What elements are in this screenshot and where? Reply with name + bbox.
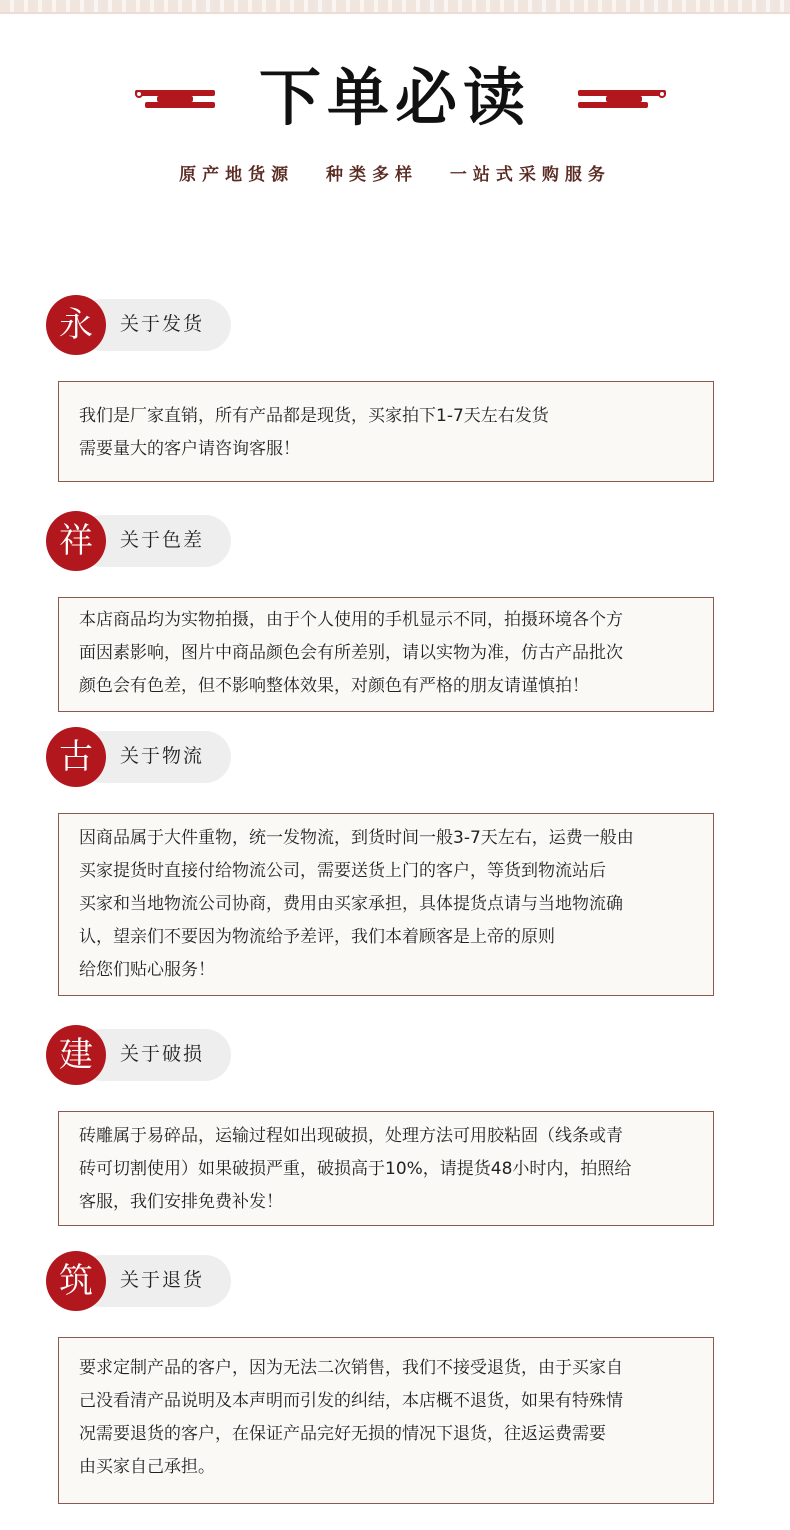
subtitle-part: 种类多样 [326, 165, 418, 185]
subtitle [0, 160, 790, 185]
section-header-shipping [46, 295, 236, 355]
section-body-shipping: 我们是厂家直销，所有产品都是现货，买家拍下1-7天左右发货 需要量大的客户请咨询客服！ [58, 381, 714, 482]
top-decorative-border [0, 0, 790, 14]
section-body-returns: 要求定制产品的客户，因为无法二次销售，我们不接受退货，由于买家自 己没看清产品说明及本声明而引发的纠结，本店概不退货，如果有特殊情 况需要退货的客户，在保证产品完好无损的情况下退货，往返运费需要 由买家自己承担。 [58, 1337, 714, 1504]
section-header-color [46, 511, 236, 571]
section-title: 关于退货 [120, 1269, 205, 1291]
section-title: 关于物流 [120, 745, 205, 767]
section-body-color: 本店商品均为实物拍摄，由于个人使用的手机显示不同，拍摄环境各个方 面因素影响，图片中商品颜色会有所差别，请以实物为准，仿古产品批次 颜色会有色差，但不影响整体效果，对颜色有严格的朋友请谨慎拍！ [58, 597, 714, 712]
section-badge: 建 [46, 1025, 106, 1085]
section-header-logistics [46, 727, 236, 787]
section-body-damage: 砖雕属于易碎品，运输过程如出现破损，处理方法可用胶粘固（线条或青 砖可切割使用）如果破损严重，破损高于10%，请提货48小时内，拍照给 客服，我们安排免费补发！ [58, 1111, 714, 1226]
subtitle-part: 原产地货源 [179, 165, 295, 185]
section-header-damage [46, 1025, 236, 1085]
subtitle-part: 一站式采购服务 [449, 165, 611, 185]
page-title: 下单必读 [258, 61, 531, 134]
section-badge: 祥 [46, 511, 106, 571]
section-badge: 古 [46, 727, 106, 787]
section-title: 关于发货 [120, 313, 205, 335]
section-title: 关于色差 [120, 529, 205, 551]
section-title: 关于破损 [120, 1043, 205, 1065]
right-ornament-icon [578, 90, 666, 114]
section-badge: 筑 [46, 1251, 106, 1311]
section-header-returns [46, 1251, 236, 1311]
section-body-logistics: 因商品属于大件重物，统一发物流，到货时间一般3-7天左右，运费一般由 买家提货时直接付给物流公司，需要送货上门的客户，等货到物流站后 买家和当地物流公司协商，费用由买家承担，具体提货点请与当地物流确 认，望亲们不要因为物流给予差评，我们本着顾客是上帝的原则 给您们贴心服务！ [58, 813, 714, 996]
title-block [0, 58, 790, 138]
section-badge: 永 [46, 295, 106, 355]
